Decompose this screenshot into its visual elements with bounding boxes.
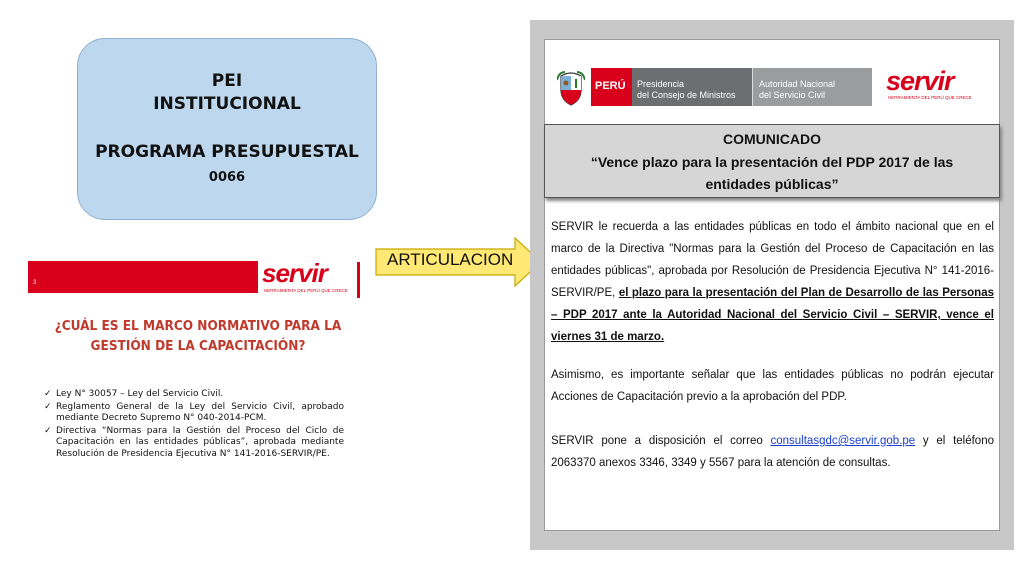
comunicado-title: COMUNICADO [723, 131, 821, 147]
programa-number: 0066 [208, 170, 246, 185]
peru-coat-of-arms-icon [557, 70, 585, 106]
servir-logo-tagline: HERRAMIENTA DEL PERÚ QUE CRECE [264, 288, 348, 293]
comunicado-subtitle: “Vence plazo para la presentación del PDP 2017 de las entidades públicas” [590, 154, 954, 192]
peru-label: PERÚ [591, 68, 632, 106]
list-item: ✓ Directiva “Normas para la Gestión del Proceso del Ciclo de Capacitación en las entidades públicas”, aprobada mediante Resolución de Presidencia Ejecutiva N° 141-2016-SERVIR/PE. [44, 425, 344, 459]
list-item: ✓ Reglamento General de la Ley del Servicio Civil, aprobado mediante Decreto Supremo N° 040-2014-PCM. [44, 401, 344, 423]
articulacion-label: ARTICULACION [387, 250, 514, 269]
slide-number: 3 [33, 280, 37, 286]
institucional-label: INSTITUCIONAL [153, 94, 301, 114]
checkmark-icon: ✓ [44, 389, 52, 399]
paragraph-3: SERVIR pone a disposición el correo consultasgdc@servir.gob.pe y el teléfono 2063370 anexos 3346, 3349 y 5567 para la atención de consultas. [551, 435, 994, 469]
checkmark-icon: ✓ [44, 401, 52, 412]
servir-logo-tagline: HERRAMIENTA DEL PERÚ QUE CRECE [888, 95, 972, 100]
checkmark-icon: ✓ [44, 425, 52, 436]
question-heading: ¿CUÁL ES EL MARCO NORMATIVO PARA LA GESTIÓN DE LA CAPACITACIÓN? [54, 318, 342, 354]
servir-logo [886, 66, 986, 106]
servir-logo [262, 258, 362, 298]
programa-presupuestal-label: PROGRAMA PRESUPUESTAL [95, 142, 359, 162]
email-link[interactable]: consultasgdc@servir.gob.pe [770, 435, 916, 447]
slide-thumbnail [28, 258, 364, 478]
pcm-label: Presidencia del Consejo de Ministros [632, 68, 752, 106]
red-header-band [28, 261, 258, 293]
paragraph-1: SERVIR le recuerda a las entidades públicas en todo el ámbito nacional que en el marco de la Directiva "Normas para la Gestión del Proceso de Capacitación en las entidades públicas", aprobada por Resolución de Presidencia Ejecutiva N° 141-2016-SERVIR/PE, el plazo para la presentación del Plan de Desarrollo de las Personas – PDP 2017 ante la Autoridad Nacional del Servicio Civil – SERVIR, vence el viernes 31 de marzo. [551, 221, 994, 343]
list-item: ✓ Ley N° 30057 – Ley del Servicio Civil. [44, 389, 224, 399]
servir-entity-label: Autoridad Nacional del Servicio Civil [752, 68, 872, 106]
legal-framework-list [44, 389, 344, 461]
divider [357, 262, 360, 298]
servir-logo-text: servir [886, 66, 954, 96]
paragraph-2: Asimismo, es importante señalar que las entidades públicas no podrán ejecutar Acciones de Capacitación previo a la aprobación del PDP. [551, 369, 994, 403]
comunicado-header [544, 124, 1000, 198]
pei-title: PEI [211, 71, 243, 91]
deadline-text: el plazo para la presentación del Plan de Desarrollo de las Personas – PDP 2017 ante la Autoridad Nacional del Servicio Civil – SERVIR, vence el viernes 31 de marzo. [551, 287, 994, 343]
pei-box [77, 38, 377, 220]
servir-logo-text: servir [262, 258, 327, 288]
